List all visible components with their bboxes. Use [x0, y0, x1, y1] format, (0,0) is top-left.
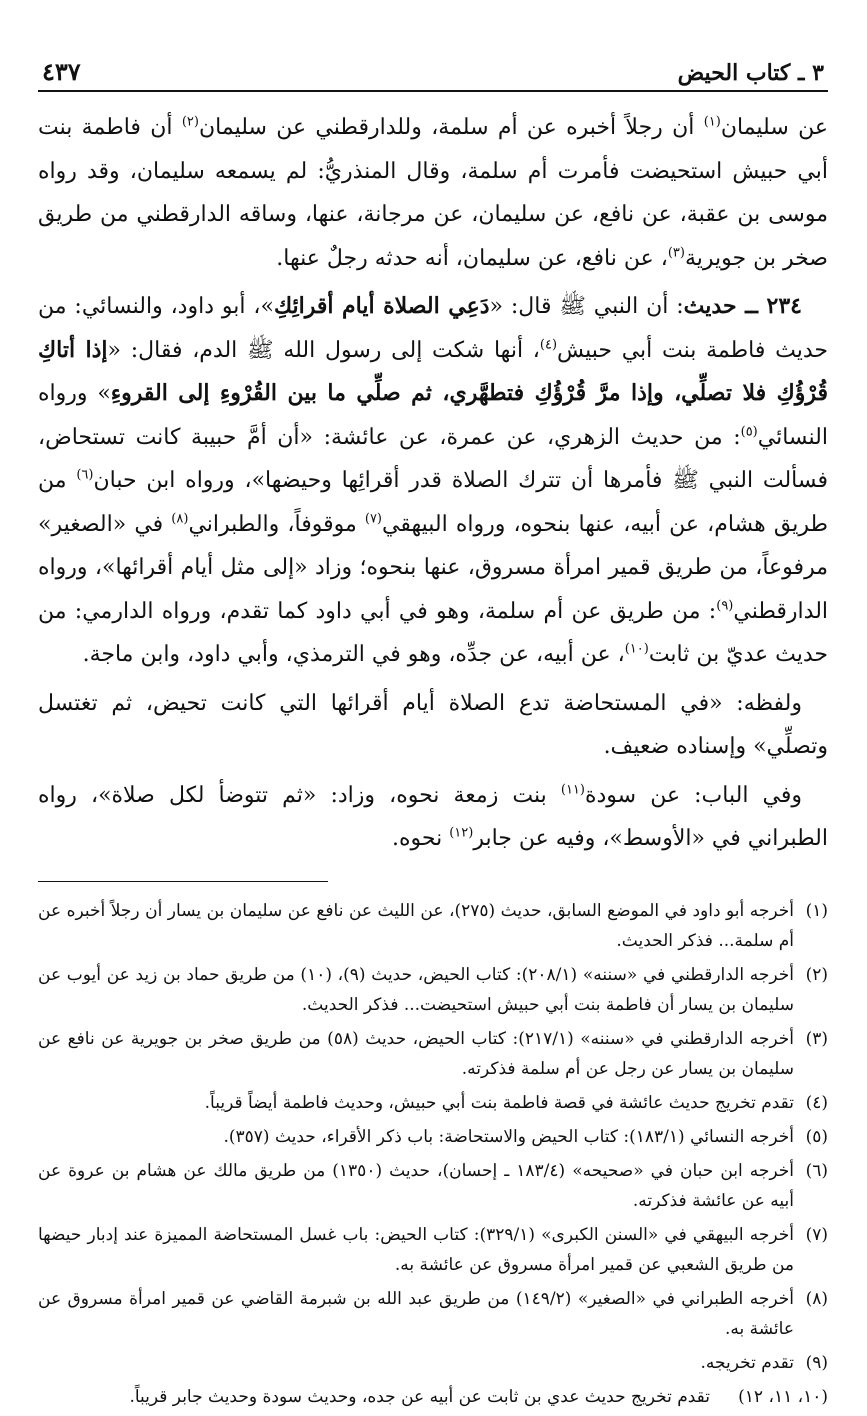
- footnote-ref[interactable]: (٢): [181, 114, 199, 130]
- chapter-title: ٣ ـ كتاب الحيض: [677, 60, 824, 86]
- footnote-text: تقدم تخريجه.: [700, 1352, 794, 1373]
- footnote-ref[interactable]: (٨): [171, 511, 189, 527]
- footnote-item: [38, 1088, 828, 1118]
- paragraph-hadith-234: ٢٣٤ ــ حديث: أن النبي ﷺ قال: «دَعِي الصلاة أيام أقرائِكِ»، أبو داود، والنسائي: من حديث فاطمة بنت أبي حبيش$^{(٤)}$، أنها شكت إلى رسول الله ﷺ الدم، فقال: «إذا أتاكِ قُرْؤُكِ فلا تصلِّي، وإذا مرَّ قُرْؤُكِ فتطهَّري، ثم صلِّي ما بين القُرْوءِ إلى القروءِ» ورواه النسائي$^{(٥)}$: من حديث الزهري، عن عمرة، عن عائشة: «أن أمَّ حبيبة كانت تستحاض، فسألت النبي ﷺ فأمرها أن تترك الصلاة قدر أقرائِها وحيضها»، ورواه ابن حبان$^{(٦)}$ من طريق هشام، عن أبيه، عنها بنحوه، ورواه البيهقي$^{(٧)}$ موقوفاً، والطبراني$^{(٨)}$ في «الصغير» مرفوعاً، من طريق قمير امرأة مسروق، عنها بنحوه؛ وزاد «إلى مثل أيام أقرائها»، ورواه الدارقطني$^{(٩)}$: من طريق عن أم سلمة، وهو في أبي داود كما تقدم، ورواه الدارمي: من حديث عديّ بن ثابت$^{(١٠)}$، عن أبيه، عن جدِّه، وهو في الترمذي، وأبي داود، وابن ماجة.: [38, 293, 829, 667]
- footnote-separator: [38, 881, 328, 882]
- footnote-ref[interactable]: (١٠): [624, 641, 649, 657]
- footnote-ref[interactable]: (١٢): [449, 825, 474, 841]
- footnote-item: [38, 1122, 828, 1152]
- hadith-text: دَعِي الصلاة أيام أقرائِكِ: [273, 293, 490, 319]
- footnote-ref[interactable]: (٣): [667, 245, 685, 261]
- book-page: [38, 50, 828, 1416]
- footnote-number: (١): [805, 900, 828, 921]
- page-number: ٤٣٧: [42, 57, 81, 86]
- footnote-item: [38, 1382, 828, 1412]
- footnote-item: [38, 1156, 828, 1216]
- footnote-number: (٨): [805, 1288, 828, 1309]
- footnote-ref[interactable]: (٦): [76, 467, 94, 483]
- footnote-text: أخرجه ابن حبان في «صحيحه» (١٨٣/٤ ـ إحسان)، حديث (١٣٥٠) من طريق مالك عن هشام بن عروة عن أبيه عن عائشة فذكرته.: [38, 1160, 795, 1211]
- footnote-item: [38, 1284, 828, 1344]
- footnote-number: (٧): [805, 1224, 828, 1245]
- hadith-text: إذا أتاكِ قُرْؤُكِ فلا تصلِّي، وإذا مرَّ قُرْؤُكِ فتطهَّري، ثم صلِّي ما بين القُرْوءِ إلى القروءِ: [38, 336, 828, 406]
- footnote-ref[interactable]: (١): [703, 114, 721, 130]
- hadith-number: ٢٣٤ ــ: [745, 293, 802, 319]
- main-text: [38, 106, 828, 861]
- footnote-item: [38, 896, 828, 956]
- footnote-text: أخرجه البيهقي في «السنن الكبرى» (٣٢٩/١): كتاب الحيض: باب غسل المستحاضة المميزة عند إدبار حيضها من طريق الشعبي عن قمير امرأة مسروق عن عائشة به.: [38, 1224, 794, 1275]
- footnote-item: [38, 1220, 828, 1280]
- footnote-ref[interactable]: (١١): [560, 782, 585, 798]
- footnotes: [38, 896, 828, 1412]
- footnote-number: (٣): [805, 1028, 828, 1049]
- footnote-number: (٦): [805, 1160, 828, 1181]
- footnote-ref[interactable]: (٥): [740, 424, 758, 440]
- footnote-text: تقدم تخريج حديث عائشة في قصة فاطمة بنت أبي حبيش، وحديث فاطمة أيضاً قريباً.: [204, 1092, 794, 1113]
- footnote-text: تقدم تخريج حديث عدي بن ثابت عن أبيه عن جده، وحديث سودة وحديث جابر قريباً.: [129, 1386, 710, 1407]
- footnote-item: [38, 960, 828, 1020]
- footnote-item: [38, 1024, 828, 1084]
- footnote-number: (١٠، ١١، ١٢): [738, 1386, 828, 1407]
- footnote-number: (٩): [805, 1352, 828, 1373]
- footnote-number: (٢): [805, 964, 828, 985]
- footnote-text: أخرجه الطبراني في «الصغير» (١٤٩/٢) من طريق عبد الله بن شبرمة القاضي عن قمير امرأة مسروق عن عائشة به.: [38, 1288, 794, 1339]
- footnote-number: (٥): [805, 1126, 828, 1147]
- paragraph-1: عن سليمان$^{(١)}$ أن رجلاً أخبره عن أم سلمة، وللدارقطني عن سليمان$^{(٢)}$ أن فاطمة بنت أبي حبيش استحيضت فأمرت أم سلمة، وقال المنذريُّ: لم يسمعه سليمان، وقد رواه موسى بن عقبة، عن نافع، عن سليمان، عن مرجانة، عنها، وساقه الدارقطني من طريق صخر بن جويرية$^{(٣)}$، عن نافع، عن سليمان، أنه حدثه رجلٌ عنها.: [38, 114, 828, 271]
- footnote-number: (٤): [805, 1092, 828, 1113]
- footnote-text: أخرجه الدارقطني في «سننه» (٢١٧/١): كتاب الحيض، حديث (٥٨) من طريق صخر بن جويرية عن نافع عن سليمان بن يسار عن رجل عن أم سلمة فذكرته.: [38, 1028, 794, 1079]
- running-header: [38, 50, 828, 92]
- footnote-text: أخرجه أبو داود في الموضع السابق، حديث (٢٧٥)، عن الليث عن نافع عن سليمان بن يسار أن رجلاً أخبره عن أم سلمة... فذكر الحديث.: [38, 900, 795, 951]
- footnote-ref[interactable]: (٧): [364, 511, 382, 527]
- footnote-ref[interactable]: (٩): [716, 598, 734, 614]
- hadith-label: حديث: [683, 293, 746, 319]
- footnote-ref[interactable]: (٤): [539, 337, 558, 353]
- footnote-text: أخرجه النسائي (١٨٣/١): كتاب الحيض والاستحاضة: باب ذكر الأقراء، حديث (٣٥٧).: [223, 1126, 794, 1147]
- footnote-item: [38, 1348, 828, 1378]
- footnote-text: أخرجه الدارقطني في «سننه» (٢٠٨/١): كتاب الحيض، حديث (٩)، (١٠) من طريق حماد بن زيد عن أيوب عن سليمان بن يسار أن فاطمة بنت أبي حبيش استحيضت... فذكر الحديث.: [38, 964, 795, 1015]
- paragraph-4: وفي الباب: عن سودة$^{(١١)}$ بنت زمعة نحوه، وزاد: «ثم تتوضأ لكل صلاة»، رواه الطبراني في «الأوسط»، وفيه عن جابر$^{(١٢)}$ نحوه.: [38, 782, 828, 851]
- paragraph-3: ولفظه: «في المستحاضة تدع الصلاة أيام أقرائها التي كانت تحيض، ثم تغتسل وتصلِّي» وإسناده ضعيف.: [38, 690, 828, 759]
